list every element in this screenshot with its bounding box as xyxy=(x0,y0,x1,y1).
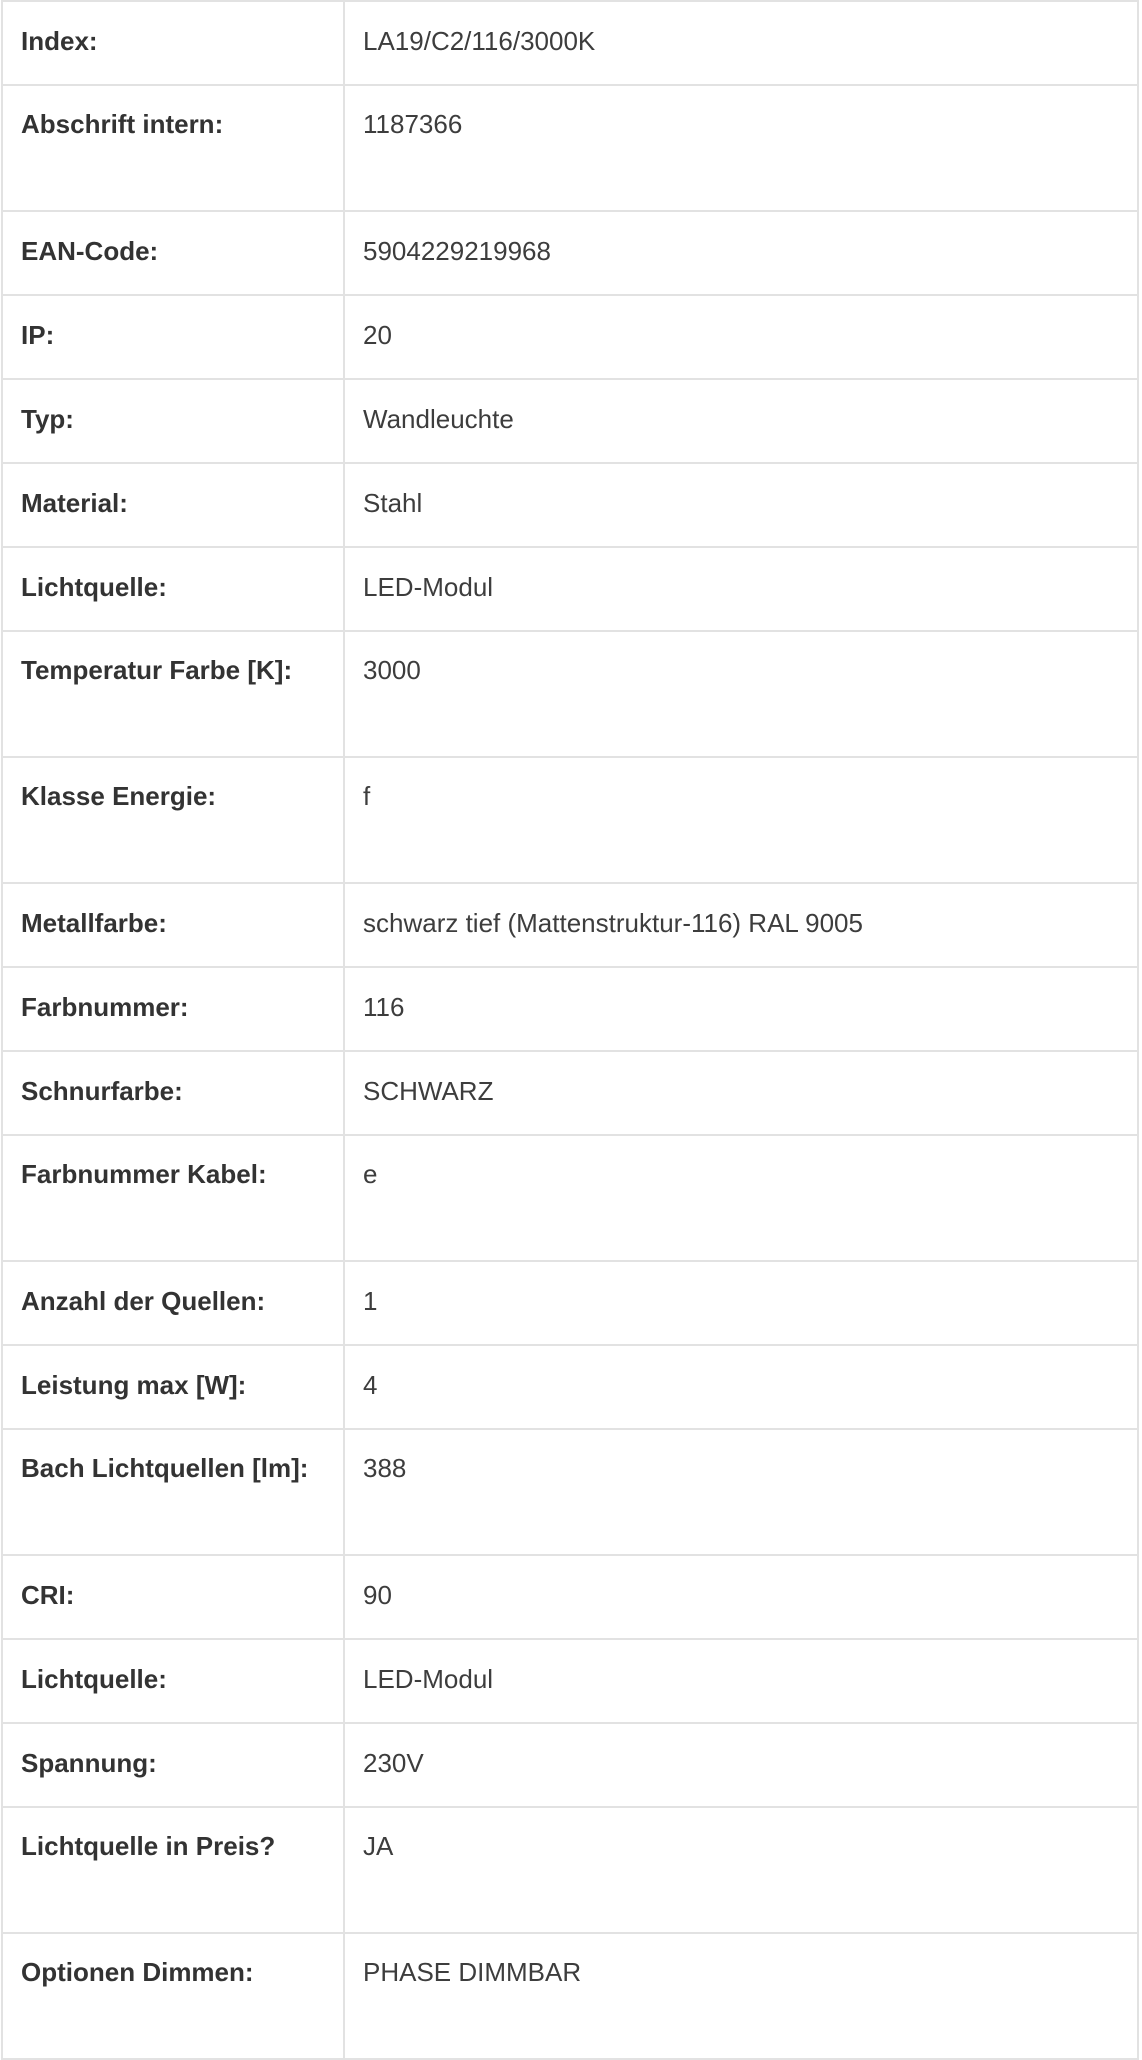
spec-value: e xyxy=(344,1135,1138,1261)
spec-row-optionen-dimmen xyxy=(2,1933,1138,2059)
spec-row-lichtstrom xyxy=(2,1429,1138,1555)
spec-value: 20 xyxy=(344,295,1138,379)
spec-label: Typ: xyxy=(2,379,344,463)
spec-value: LED-Modul xyxy=(344,547,1138,631)
spec-label: Farbnummer: xyxy=(2,967,344,1051)
spec-label: Metallfarbe: xyxy=(2,883,344,967)
spec-row-ip xyxy=(2,295,1138,379)
spec-label: Lichtquelle: xyxy=(2,547,344,631)
spec-row-typ xyxy=(2,379,1138,463)
spec-label: Bach Lichtquellen [lm]: xyxy=(2,1429,344,1555)
spec-value: 1 xyxy=(344,1261,1138,1345)
spec-value: schwarz tief (Mattenstruktur-116) RAL 9005 xyxy=(344,883,1138,967)
spec-label: EAN-Code: xyxy=(2,211,344,295)
spec-label: Farbnummer Kabel: xyxy=(2,1135,344,1261)
spec-row-lichtquelle xyxy=(2,547,1138,631)
spec-value: LA19/C2/116/3000K xyxy=(344,1,1138,85)
spec-value: PHASE DIMMBAR xyxy=(344,1933,1138,2059)
spec-row-ean xyxy=(2,211,1138,295)
spec-value: LED-Modul xyxy=(344,1639,1138,1723)
spec-value: 4 xyxy=(344,1345,1138,1429)
spec-value: 3000 xyxy=(344,631,1138,757)
spec-row-cri xyxy=(2,1555,1138,1639)
spec-label: Optionen Dimmen: xyxy=(2,1933,344,2059)
spec-label: Temperatur Farbe [K]: xyxy=(2,631,344,757)
spec-row-spannung xyxy=(2,1723,1138,1807)
spec-label: CRI: xyxy=(2,1555,344,1639)
spec-row-schnurfarbe xyxy=(2,1051,1138,1135)
spec-row-temperatur xyxy=(2,631,1138,757)
spec-value: 5904229219968 xyxy=(344,211,1138,295)
spec-value: 230V xyxy=(344,1723,1138,1807)
spec-label: Anzahl der Quellen: xyxy=(2,1261,344,1345)
spec-row-leistung xyxy=(2,1345,1138,1429)
spec-value: 116 xyxy=(344,967,1138,1051)
spec-label: Spannung: xyxy=(2,1723,344,1807)
spec-value: 1187366 xyxy=(344,85,1138,211)
spec-label: IP: xyxy=(2,295,344,379)
spec-row-lichtquelle-2 xyxy=(2,1639,1138,1723)
spec-row-index xyxy=(2,1,1138,85)
product-spec-table xyxy=(1,0,1139,2060)
spec-row-lichtquelle-preis xyxy=(2,1807,1138,1933)
spec-value: 90 xyxy=(344,1555,1138,1639)
spec-label: Klasse Energie: xyxy=(2,757,344,883)
spec-label: Schnurfarbe: xyxy=(2,1051,344,1135)
spec-value: Stahl xyxy=(344,463,1138,547)
spec-row-farbnummer-kabel xyxy=(2,1135,1138,1261)
spec-row-farbnummer xyxy=(2,967,1138,1051)
spec-label: Lichtquelle: xyxy=(2,1639,344,1723)
spec-label: Leistung max [W]: xyxy=(2,1345,344,1429)
spec-value: f xyxy=(344,757,1138,883)
spec-value: Wandleuchte xyxy=(344,379,1138,463)
spec-value: 388 xyxy=(344,1429,1138,1555)
spec-row-anzahl-quellen xyxy=(2,1261,1138,1345)
spec-row-klasse-energie xyxy=(2,757,1138,883)
spec-label: Index: xyxy=(2,1,344,85)
spec-label: Abschrift intern: xyxy=(2,85,344,211)
spec-row-material xyxy=(2,463,1138,547)
spec-row-metallfarbe xyxy=(2,883,1138,967)
spec-label: Lichtquelle in Preis? xyxy=(2,1807,344,1933)
spec-value: SCHWARZ xyxy=(344,1051,1138,1135)
spec-row-abschrift xyxy=(2,85,1138,211)
spec-value: JA xyxy=(344,1807,1138,1933)
spec-label: Material: xyxy=(2,463,344,547)
